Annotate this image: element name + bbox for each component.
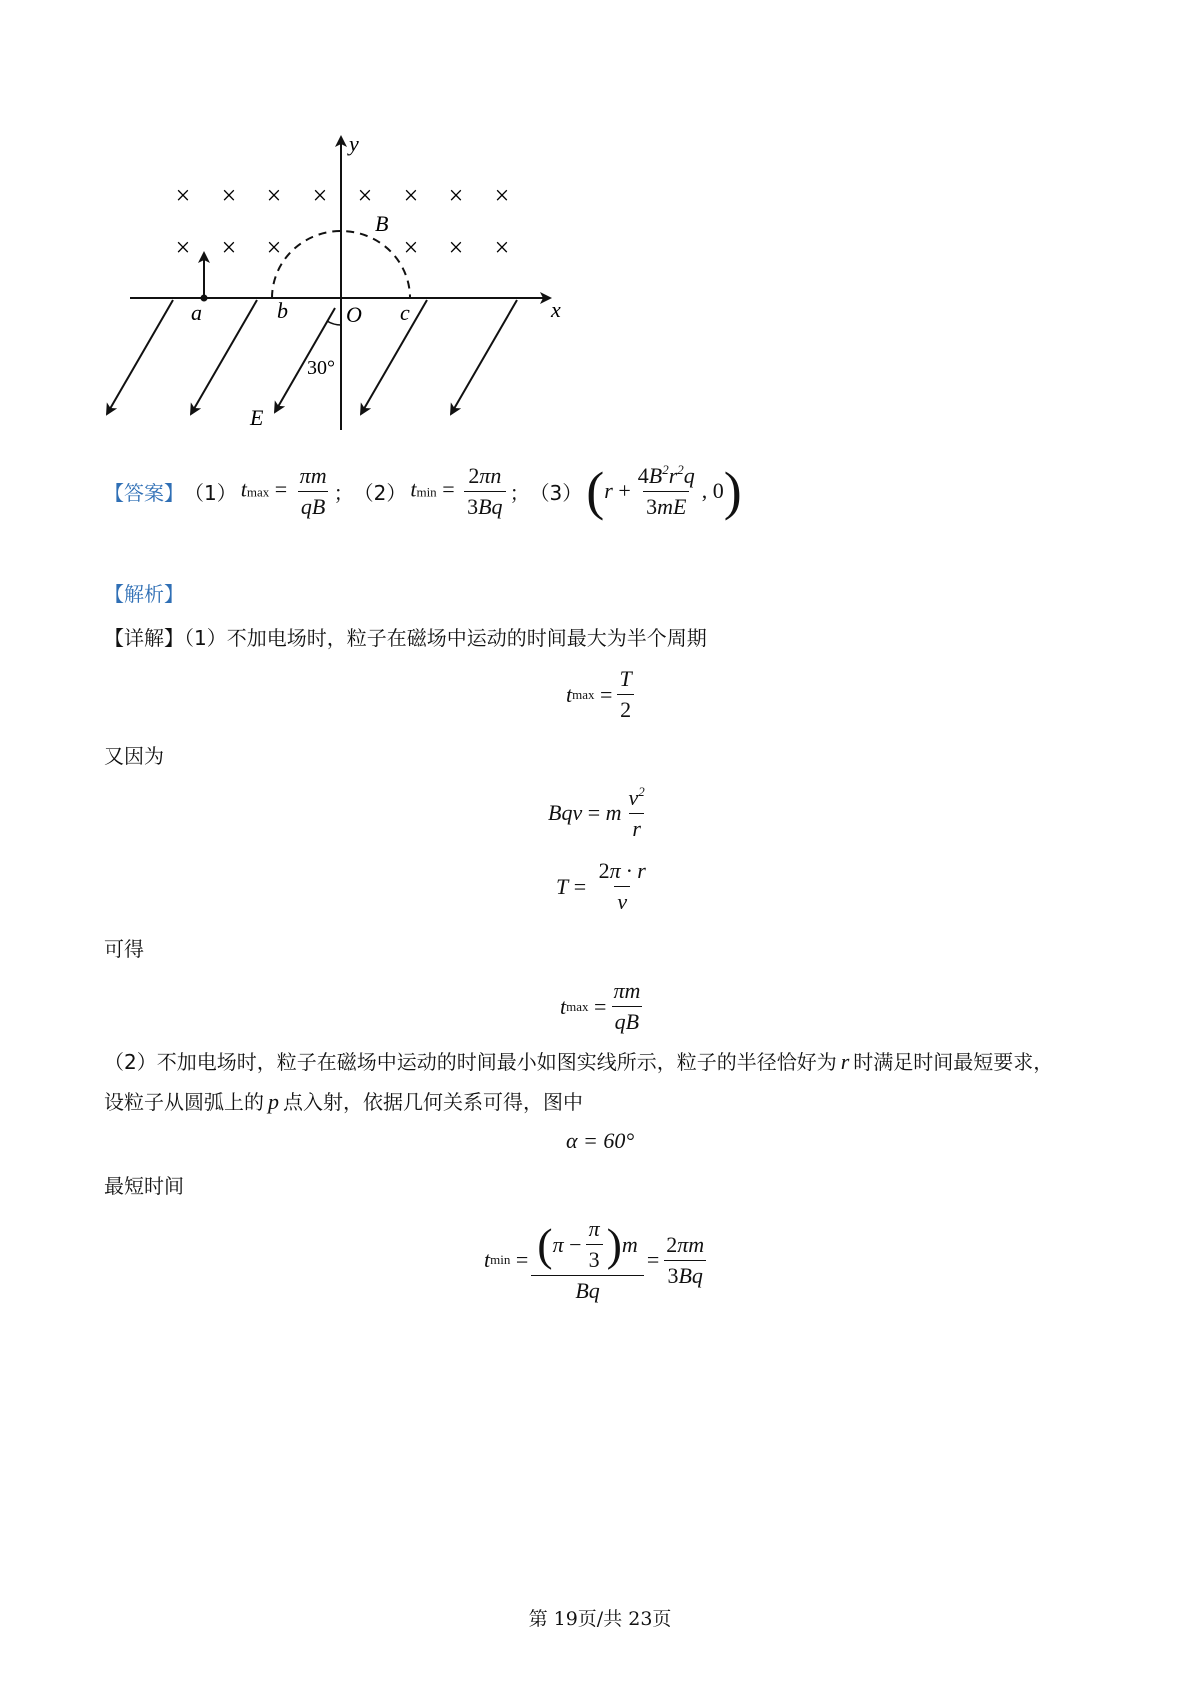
answer-sep-1: ； <box>333 480 354 505</box>
cross-mark: × <box>266 181 282 210</box>
answer-tmax-formula: tmax = $\frac{\pi m}{qB}$ <box>240 462 327 519</box>
detail-text-1: （1）不加电场时，粒子在磁场中运动的时间最大为半个周期 <box>184 626 707 650</box>
detail-shortest: 最短时间 <box>104 1174 184 1198</box>
part2-radius-symbol: r <box>840 1049 850 1074</box>
cross-mark: × <box>494 233 510 262</box>
equation-force: Bqv = m $\frac{v^2}{r}$ <box>548 784 645 841</box>
equation-alpha: α = 60° <box>566 1128 635 1153</box>
answer-sep-2: ； <box>509 480 530 505</box>
label-c: c <box>400 300 410 325</box>
y-axis-label: y <box>349 131 359 156</box>
cross-mark: × <box>221 233 237 262</box>
answer-line <box>104 462 742 520</box>
field-diagram <box>95 125 585 440</box>
e-field-arrow <box>451 300 517 414</box>
label-a: a <box>191 300 202 325</box>
label-b: b <box>277 298 288 323</box>
equation-tmax-T: t max = $\frac{T}{2}$ <box>566 666 639 723</box>
detail-so: 可得 <box>104 937 144 961</box>
label-O: O <box>346 302 362 327</box>
cross-mark: × <box>221 181 237 210</box>
analysis-tag: 【解析】 <box>104 582 184 606</box>
detail-part2-line2 <box>104 1086 583 1115</box>
equation-period: T = $\frac{2\pi \cdot r}{v}$ <box>556 858 646 914</box>
cross-mark: × <box>175 181 191 210</box>
cross-mark: × <box>448 181 464 210</box>
e-field-arrow <box>107 300 173 414</box>
cross-mark: × <box>494 181 510 210</box>
equation-tmax-result: t max = $\frac{\pi m}{qB}$ <box>560 978 641 1034</box>
part2-text-d: 点入射，依据几何关系可得，图中 <box>283 1090 583 1114</box>
part2-text-a: （2）不加电场时，粒子在磁场中运动的时间最小如图实线所示，粒子的半径恰好为 <box>104 1050 837 1074</box>
label-E: E <box>250 405 264 430</box>
answer-tag: 【答案】 <box>104 480 184 505</box>
detail-tag: 【详解】 <box>104 626 184 650</box>
page-footer: 第 19页/共 23页 <box>528 1608 672 1630</box>
answer-coordinate-formula: ( r + $\frac{4B^2r^2q}{3mE}$ , 0 ) <box>586 461 742 521</box>
field-crosses <box>176 181 510 262</box>
angle-arc <box>327 321 341 325</box>
cross-mark: × <box>266 233 282 262</box>
cross-mark: × <box>403 233 419 262</box>
cross-mark: × <box>357 181 373 210</box>
label-B: B <box>375 211 389 236</box>
answer-part1-label: （1） <box>184 480 237 505</box>
detail-part2-line1 <box>104 1046 1053 1075</box>
equation-tmin-result: t min = ( π − $\frac{\pi}{3}$ ) m Bq = $\frac{2\pi m}{3Bq}$ <box>484 1216 705 1303</box>
part2-text-c: 设粒子从圆弧上的 <box>104 1090 264 1114</box>
cross-mark: × <box>312 181 328 210</box>
detail-line-1 <box>104 622 707 651</box>
answer-part2-label: （2） <box>353 480 407 505</box>
cross-mark: × <box>175 233 191 262</box>
detail-again: 又因为 <box>104 744 164 768</box>
cross-mark: × <box>448 233 464 262</box>
e-field-arrow <box>361 300 427 414</box>
answer-tmin-formula: tmin = $\frac{2\pi n}{3Bq}$ <box>410 463 509 520</box>
answer-part3-label: （3） <box>529 480 583 505</box>
angle-label: 30° <box>307 357 335 379</box>
part2-point-symbol: p <box>268 1089 279 1114</box>
cross-mark: × <box>403 181 419 210</box>
part2-text-b: 时满足时间最短要求， <box>853 1050 1054 1074</box>
x-axis-label: x <box>551 297 561 322</box>
